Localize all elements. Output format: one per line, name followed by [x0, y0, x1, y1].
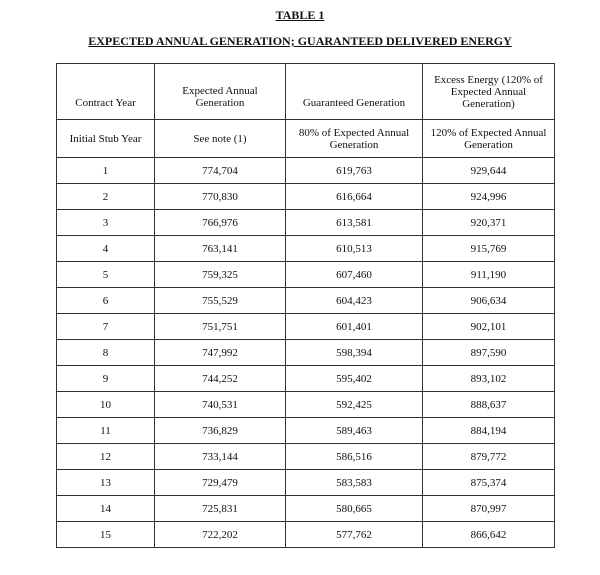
cell-expected-generation: 751,751: [155, 314, 286, 340]
table-row: [57, 184, 555, 210]
table-row: [57, 314, 555, 340]
subheader-row: [57, 120, 555, 158]
cell-excess-energy: 875,374: [423, 470, 555, 496]
cell-expected-generation: 759,325: [155, 262, 286, 288]
table-row: [57, 288, 555, 314]
header-guaranteed-generation: Guaranteed Generation: [286, 64, 423, 120]
cell-expected-generation: 770,830: [155, 184, 286, 210]
cell-expected-generation: 736,829: [155, 418, 286, 444]
table-row: [57, 210, 555, 236]
header-contract-year: Contract Year: [57, 64, 155, 120]
cell-guaranteed-generation: 607,460: [286, 262, 423, 288]
generation-table: [56, 63, 555, 548]
cell-excess-energy: 902,101: [423, 314, 555, 340]
table-title: TABLE 1: [275, 8, 325, 22]
cell-excess-energy: 884,194: [423, 418, 555, 444]
cell-excess-energy: 888,637: [423, 392, 555, 418]
cell-contract-year: 12: [57, 444, 155, 470]
cell-expected-generation: 747,992: [155, 340, 286, 366]
cell-guaranteed-generation: 589,463: [286, 418, 423, 444]
cell-excess-energy: 920,371: [423, 210, 555, 236]
cell-expected-generation: 729,479: [155, 470, 286, 496]
cell-excess-energy: 866,642: [423, 522, 555, 548]
cell-guaranteed-generation: 616,664: [286, 184, 423, 210]
cell-excess-energy: 906,634: [423, 288, 555, 314]
cell-excess-energy: 911,190: [423, 262, 555, 288]
cell-contract-year: 4: [57, 236, 155, 262]
cell-excess-energy: 929,644: [423, 158, 555, 184]
cell-guaranteed-generation: 580,665: [286, 496, 423, 522]
table-row: [57, 418, 555, 444]
cell-contract-year: 1: [57, 158, 155, 184]
cell-guaranteed-generation: 595,402: [286, 366, 423, 392]
subheader-120-percent: 120% of Expected Annual Generation: [423, 120, 555, 158]
cell-expected-generation: 744,252: [155, 366, 286, 392]
cell-guaranteed-generation: 577,762: [286, 522, 423, 548]
subheader-see-note: See note (1): [155, 120, 286, 158]
cell-excess-energy: 924,996: [423, 184, 555, 210]
header-expected-annual-generation: Expected Annual Generation: [155, 64, 286, 120]
cell-guaranteed-generation: 592,425: [286, 392, 423, 418]
subheader-80-percent: 80% of Expected Annual Generation: [286, 120, 423, 158]
table-row: [57, 444, 555, 470]
cell-expected-generation: 722,202: [155, 522, 286, 548]
table-subtitle: EXPECTED ANNUAL GENERATION; GUARANTEED DELIVERED ENERGY: [88, 34, 512, 48]
cell-excess-energy: 897,590: [423, 340, 555, 366]
cell-contract-year: 5: [57, 262, 155, 288]
cell-contract-year: 2: [57, 184, 155, 210]
cell-expected-generation: 755,529: [155, 288, 286, 314]
cell-excess-energy: 893,102: [423, 366, 555, 392]
cell-contract-year: 15: [57, 522, 155, 548]
cell-contract-year: 6: [57, 288, 155, 314]
cell-contract-year: 10: [57, 392, 155, 418]
cell-contract-year: 9: [57, 366, 155, 392]
cell-expected-generation: 774,704: [155, 158, 286, 184]
cell-guaranteed-generation: 604,423: [286, 288, 423, 314]
cell-contract-year: 13: [57, 470, 155, 496]
cell-excess-energy: 870,997: [423, 496, 555, 522]
cell-guaranteed-generation: 586,516: [286, 444, 423, 470]
header-excess-energy: Excess Energy (120% of Expected Annual Generation): [423, 64, 555, 120]
cell-excess-energy: 879,772: [423, 444, 555, 470]
cell-guaranteed-generation: 601,401: [286, 314, 423, 340]
cell-contract-year: 14: [57, 496, 155, 522]
table-row: [57, 262, 555, 288]
subheader-initial-stub-year: Initial Stub Year: [57, 120, 155, 158]
cell-guaranteed-generation: 619,763: [286, 158, 423, 184]
cell-expected-generation: 740,531: [155, 392, 286, 418]
cell-expected-generation: 766,976: [155, 210, 286, 236]
cell-guaranteed-generation: 613,581: [286, 210, 423, 236]
table-row: [57, 340, 555, 366]
cell-contract-year: 8: [57, 340, 155, 366]
cell-excess-energy: 915,769: [423, 236, 555, 262]
cell-guaranteed-generation: 583,583: [286, 470, 423, 496]
table-body: [57, 158, 555, 548]
table-row: [57, 522, 555, 548]
table-row: [57, 366, 555, 392]
cell-contract-year: 3: [57, 210, 155, 236]
header-row: [57, 64, 555, 120]
cell-guaranteed-generation: 598,394: [286, 340, 423, 366]
table-row: [57, 496, 555, 522]
cell-expected-generation: 763,141: [155, 236, 286, 262]
table-row: [57, 158, 555, 184]
cell-guaranteed-generation: 610,513: [286, 236, 423, 262]
table-row: [57, 236, 555, 262]
cell-contract-year: 11: [57, 418, 155, 444]
cell-expected-generation: 733,144: [155, 444, 286, 470]
table-row: [57, 470, 555, 496]
cell-contract-year: 7: [57, 314, 155, 340]
cell-expected-generation: 725,831: [155, 496, 286, 522]
table-row: [57, 392, 555, 418]
